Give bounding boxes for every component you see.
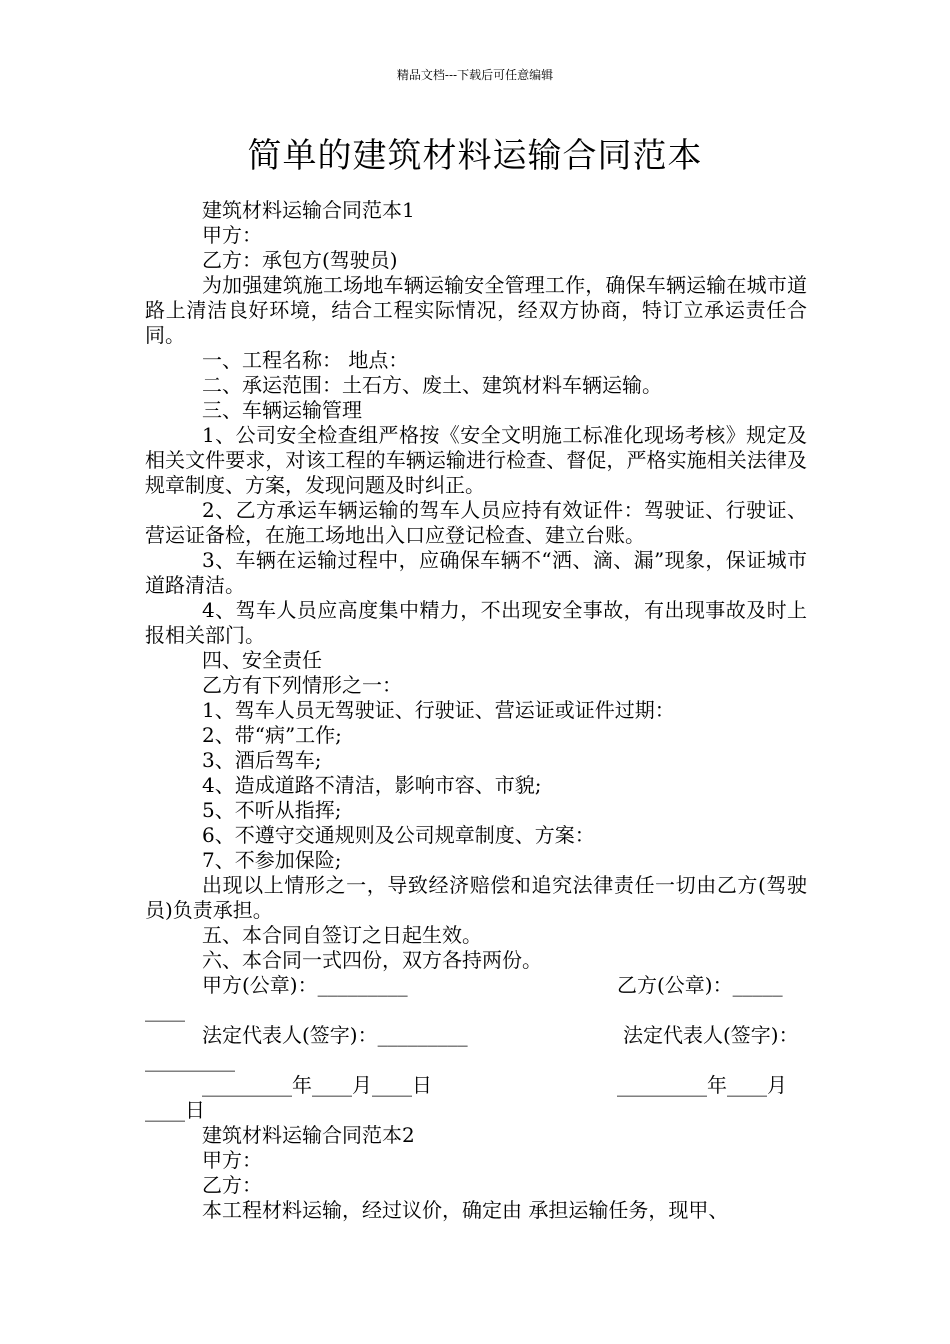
clause-4-item-1: 1、驾车人员无驾驶证、行驶证、营运证或证件过期： <box>202 698 675 722</box>
clause-4-intro: 乙方有下列情形之一： <box>202 673 402 697</box>
clause-4-conclusion: 出现以上情形之一，导致经济赔偿和追究法律责任一切由乙方(驾驶员)负责承担。 <box>145 873 807 922</box>
clause-2: 二、承运范围：土石方、废土、建筑材料车辆运输。 <box>202 373 662 397</box>
party-a-date: _________年____月____日 <box>202 1073 432 1097</box>
party-b-representative-continued: _________ <box>145 1048 235 1072</box>
clause-4-item-4: 4、造成道路不清洁，影响市容、市貌; <box>202 773 542 797</box>
clause-4-item-5: 5、不听从指挥; <box>202 798 342 822</box>
party-a-line: 甲方： <box>202 223 262 247</box>
signature-row-date <box>145 1073 807 1098</box>
section-heading-2: 建筑材料运输合同范本2 <box>202 1123 415 1147</box>
party-b-line-2: 乙方： <box>202 1173 262 1197</box>
signature-row-representative <box>145 1023 807 1048</box>
clause-4-item-6: 6、不遵守交通规则及公司规章制度、方案： <box>202 823 595 847</box>
clause-3-item-1: 1、公司安全检查组严格按《安全文明施工标准化现场考核》规定及相关文件要求，对该工程的车辆运输进行检查、督促，严格实施相关法律及规章制度、方案，发现问题及时纠正。 <box>145 423 807 497</box>
clause-6: 六、本合同一式四份，双方各持两份。 <box>202 948 542 972</box>
party-b-date-continued: ____日 <box>145 1098 205 1122</box>
party-b-seal: 乙方(公章)：_____ <box>617 973 783 997</box>
clause-1: 一、工程名称： 地点： <box>202 348 409 372</box>
signature-row-seal <box>145 973 807 998</box>
party-b-date: _________年____月 <box>617 1073 787 1097</box>
clause-4: 四、安全责任 <box>202 648 322 672</box>
party-b-seal-continued: ____ <box>145 998 185 1022</box>
clause-4-item-2: 2、带“病”工作; <box>202 723 342 747</box>
clause-3-item-4: 4、驾车人员应高度集中精力，不出现安全事故，有出现事故及时上报相关部门。 <box>145 598 807 647</box>
section-heading: 建筑材料运输合同范本1 <box>202 198 415 222</box>
preamble-paragraph: 为加强建筑施工场地车辆运输安全管理工作，确保车辆运输在城市道路上清洁良好环境，结合工程实际情况，经双方协商，特订立承运责任合同。 <box>145 273 807 347</box>
party-a-representative: 法定代表人(签字)：_________ <box>202 1023 468 1047</box>
clause-3-item-2: 2、乙方承运车辆运输的驾车人员应持有效证件：驾驶证、行驶证、营运证备检，在施工场地出入口应登记检查、建立台账。 <box>145 498 807 547</box>
party-a-line-2: 甲方： <box>202 1148 262 1172</box>
party-b-representative: 法定代表人(签字)： <box>623 1023 799 1047</box>
document-body <box>145 198 807 1223</box>
section-2-paragraph: 本工程材料运输，经过议价，确定由 承担运输任务，现甲、 <box>202 1198 729 1222</box>
header-note: 精品文档---下载后可任意编辑 <box>396 68 554 82</box>
clause-3: 三、车辆运输管理 <box>202 398 362 422</box>
document-title: 简单的建筑材料运输合同范本 <box>247 136 703 176</box>
clause-5: 五、本合同自签订之日起生效。 <box>202 923 482 947</box>
clause-4-item-7: 7、不参加保险; <box>202 848 342 872</box>
clause-4-item-3: 3、酒后驾车; <box>202 748 322 772</box>
party-b-line: 乙方：承包方(驾驶员) <box>202 248 398 272</box>
clause-3-item-3: 3、车辆在运输过程中，应确保车辆不“洒、滴、漏”现象，保证城市道路清洁。 <box>145 548 807 597</box>
party-a-seal: 甲方(公章)：_________ <box>202 973 408 997</box>
